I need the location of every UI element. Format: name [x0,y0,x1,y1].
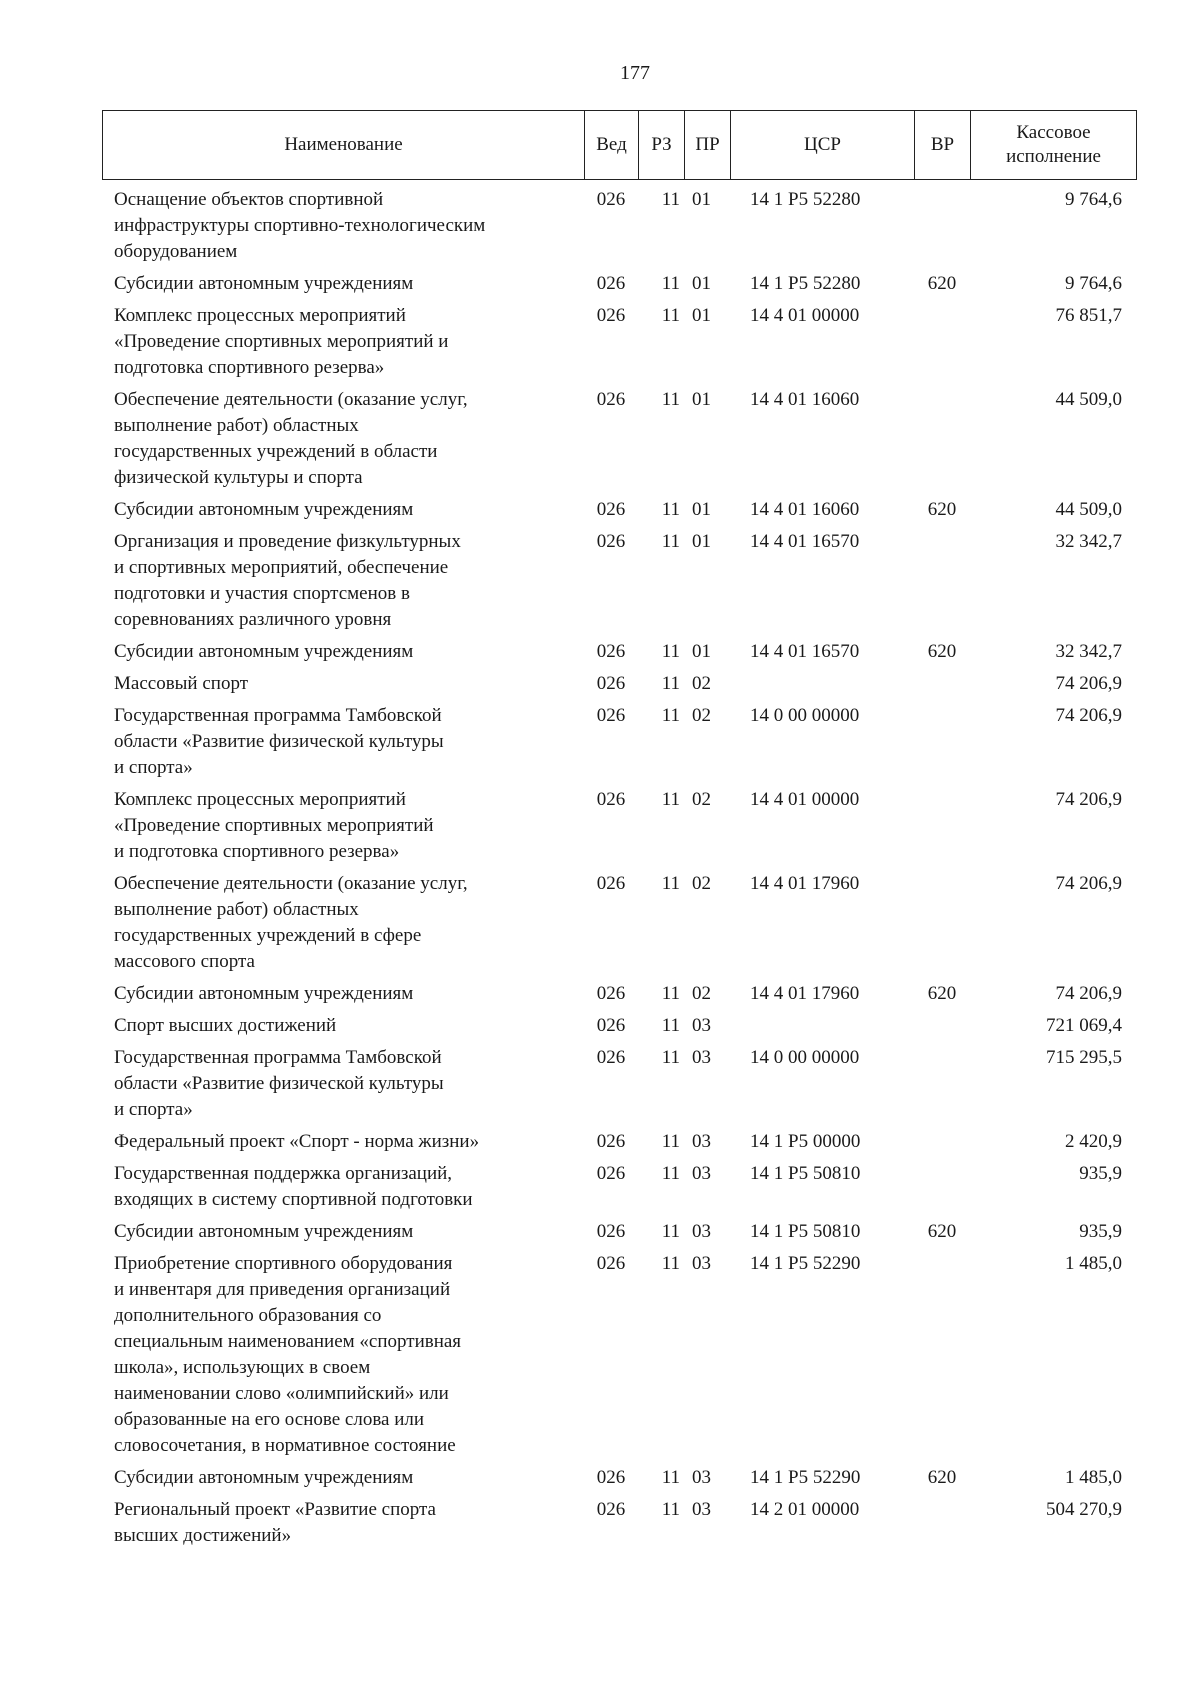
cell-csr [730,494,914,526]
cell-name [102,268,584,300]
cell-ved-text: 026 [596,641,626,662]
cell-pr-text: 03 [692,1015,711,1036]
header-ved: Вед [585,111,639,180]
cell-name [102,868,584,978]
cell-rz-text: 11 [661,1499,680,1520]
cell-pr-text: 01 [692,499,711,520]
cell-ved-text: 026 [596,983,626,1004]
cell-rz [638,268,684,300]
cell-name-text: Массовый спорт [114,673,249,694]
cell-csr-text: 14 2 01 00000 [750,1499,860,1520]
cell-amount [970,1216,1136,1248]
cell-rz [638,494,684,526]
cell-rz [638,784,684,868]
cell-csr-text: 14 4 01 16570 [750,641,860,662]
cell-pr [684,1494,730,1552]
cell-name [102,384,584,494]
cell-pr-text: 02 [692,873,711,894]
table-row [102,268,1136,300]
cell-vr [914,784,970,868]
cell-pr-text: 02 [692,673,711,694]
cell-amount-text: 715 295,5 [1046,1047,1122,1068]
cell-ved [584,494,638,526]
cell-amount-text: 74 206,9 [1055,673,1122,694]
cell-rz-text: 11 [661,673,680,694]
cell-amount [970,700,1136,784]
cell-ved-text: 026 [596,789,626,810]
cell-pr [684,636,730,668]
cell-vr-text: 620 [927,983,957,1004]
cell-name [102,526,584,636]
cell-csr-text: 14 4 01 00000 [750,789,860,810]
cell-rz-text: 11 [661,789,680,810]
cell-amount-text: 2 420,9 [1065,1131,1122,1152]
cell-pr-text: 03 [692,1253,711,1274]
cell-name-text: Субсидии автономным учреждениям [114,273,414,294]
cell-name [102,636,584,668]
cell-ved-text: 026 [596,1499,626,1520]
cell-csr [730,1126,914,1158]
cell-ved-text: 026 [596,705,626,726]
table-row [102,978,1136,1010]
cell-csr [730,384,914,494]
cell-name [102,1494,584,1552]
cell-amount [970,494,1136,526]
cell-amount [970,636,1136,668]
table-row [102,526,1136,636]
cell-vr [914,494,970,526]
cell-vr-text: 620 [927,1467,957,1488]
cell-pr-text: 01 [692,305,711,326]
cell-vr [914,526,970,636]
cell-csr-text: 14 0 00 00000 [750,1047,860,1068]
cell-amount-text: 76 851,7 [1055,305,1122,326]
cell-pr [684,1462,730,1494]
cell-name [102,1010,584,1042]
cell-pr [684,868,730,978]
cell-pr-text: 03 [692,1131,711,1152]
cell-amount-text: 44 509,0 [1055,389,1122,410]
cell-name [102,300,584,384]
cell-name-text: Субсидии автономным учреждениям [114,641,414,662]
table-row [102,384,1136,494]
table-body [102,184,1136,1552]
cell-csr [730,1494,914,1552]
cell-amount-text: 32 342,7 [1055,531,1122,552]
cell-ved-text: 026 [596,1163,626,1184]
cell-csr [730,1158,914,1216]
cell-pr-text: 01 [692,273,711,294]
cell-rz [638,526,684,636]
cell-amount-text: 1 485,0 [1065,1253,1122,1274]
cell-ved [584,1216,638,1248]
cell-csr [730,784,914,868]
cell-ved [584,300,638,384]
cell-amount-text: 935,9 [1079,1163,1122,1184]
table-row [102,1126,1136,1158]
cell-vr [914,1010,970,1042]
cell-ved [584,526,638,636]
cell-name [102,1462,584,1494]
cell-pr-text: 03 [692,1163,711,1184]
cell-csr [730,1248,914,1462]
cell-name [102,1248,584,1462]
cell-name [102,1216,584,1248]
cell-vr [914,700,970,784]
cell-pr [684,184,730,268]
table-row [102,784,1136,868]
cell-csr [730,978,914,1010]
cell-amount-text: 32 342,7 [1055,641,1122,662]
cell-amount [970,1042,1136,1126]
cell-rz-text: 11 [661,983,680,1004]
cell-ved [584,1042,638,1126]
cell-name-text: Государственная программа Тамбовской области «Развитие физической культуры и спорта» [114,705,444,778]
cell-name [102,668,584,700]
table-row [102,700,1136,784]
cell-ved [584,384,638,494]
cell-name-text: Государственная поддержка организаций, входящих в систему спортивной подготовки [114,1163,473,1210]
cell-csr [730,700,914,784]
cell-pr-text: 03 [692,1221,711,1242]
cell-pr [684,268,730,300]
header-csr: ЦСР [731,111,915,180]
cell-ved-text: 026 [596,305,626,326]
cell-vr-text: 620 [927,273,957,294]
cell-vr-text: 620 [927,499,957,520]
cell-ved-text: 026 [596,1047,626,1068]
cell-rz [638,1010,684,1042]
cell-ved-text: 026 [596,499,626,520]
cell-csr-text: 14 4 01 17960 [750,983,860,1004]
cell-pr-text: 03 [692,1467,711,1488]
cell-ved-text: 026 [596,389,626,410]
cell-rz-text: 11 [661,189,680,210]
cell-name-text: Спорт высших достижений [114,1015,337,1036]
cell-pr [684,1248,730,1462]
cell-csr [730,526,914,636]
cell-csr-text: 14 0 00 00000 [750,705,860,726]
cell-rz-text: 11 [661,705,680,726]
cell-name [102,784,584,868]
cell-pr [684,784,730,868]
cell-rz-text: 11 [661,499,680,520]
cell-csr [730,1462,914,1494]
table-row [102,1462,1136,1494]
cell-pr-text: 01 [692,641,711,662]
table-row [102,868,1136,978]
cell-ved-text: 026 [596,1015,626,1036]
cell-amount-text: 74 206,9 [1055,705,1122,726]
cell-pr [684,700,730,784]
header-rz: РЗ [639,111,685,180]
cell-csr-text: 14 1 Р5 50810 [750,1163,861,1184]
cell-ved [584,784,638,868]
cell-rz-text: 11 [661,273,680,294]
cell-amount [970,1248,1136,1462]
cell-rz [638,1462,684,1494]
cell-rz-text: 11 [661,1047,680,1068]
cell-ved [584,636,638,668]
cell-csr-text: 14 4 01 00000 [750,305,860,326]
cell-pr [684,1126,730,1158]
header-amount: Кассовое исполнение [971,111,1137,180]
cell-csr [730,300,914,384]
cell-ved [584,1126,638,1158]
cell-pr [684,1010,730,1042]
cell-pr-text: 02 [692,983,711,1004]
cell-rz [638,978,684,1010]
cell-amount-text: 9 764,6 [1065,273,1122,294]
cell-amount-text: 74 206,9 [1055,789,1122,810]
table-row [102,1248,1136,1462]
header-vr: ВР [915,111,971,180]
cell-pr-text: 01 [692,531,711,552]
cell-csr [730,1216,914,1248]
cell-ved-text: 026 [596,1467,626,1488]
table-row [102,1010,1136,1042]
cell-ved-text: 026 [596,673,626,694]
table-row [102,1158,1136,1216]
cell-vr [914,1462,970,1494]
table-row [102,1494,1136,1552]
cell-vr-text: 620 [927,1221,957,1242]
cell-amount-text: 935,9 [1079,1221,1122,1242]
page-number: 177 [620,62,650,84]
cell-csr-text: 14 4 01 17960 [750,873,860,894]
cell-pr-text: 02 [692,789,711,810]
cell-csr-text: 14 4 01 16570 [750,531,860,552]
cell-vr [914,268,970,300]
cell-name [102,494,584,526]
cell-amount-text: 721 069,4 [1046,1015,1122,1036]
cell-vr [914,668,970,700]
cell-name-text: Субсидии автономным учреждениям [114,1467,414,1488]
header-name: Наименование [103,111,585,180]
cell-pr [684,1042,730,1126]
cell-name-text: Субсидии автономным учреждениям [114,499,414,520]
cell-csr-text: 14 1 Р5 52280 [750,189,861,210]
cell-rz [638,868,684,978]
cell-csr [730,268,914,300]
cell-ved [584,1158,638,1216]
cell-ved-text: 026 [596,873,626,894]
cell-rz-text: 11 [661,641,680,662]
cell-amount [970,1158,1136,1216]
cell-csr [730,868,914,978]
cell-amount [970,184,1136,268]
cell-ved-text: 026 [596,273,626,294]
cell-rz [638,636,684,668]
cell-name-text: Федеральный проект «Спорт - норма жизни» [114,1131,480,1152]
cell-csr [730,668,914,700]
table-row [102,184,1136,268]
cell-csr-text: 14 4 01 16060 [750,499,860,520]
cell-rz [638,700,684,784]
cell-name-text: Приобретение спортивного оборудования и инвентаря для приведения организаций дополнительного образования со специальным наименованием «спортивная школа», использующих в своем наименовании слово «олимпийский» или образованные на его основе слова или словосочетания, в нормативное состояние [114,1253,462,1456]
cell-amount-text: 74 206,9 [1055,983,1122,1004]
cell-rz-text: 11 [661,531,680,552]
cell-vr [914,384,970,494]
cell-rz-text: 11 [661,1131,680,1152]
cell-csr-text: 14 4 01 16060 [750,389,860,410]
cell-amount [970,1010,1136,1042]
header-pr: ПР [685,111,731,180]
cell-pr [684,1216,730,1248]
cell-pr [684,668,730,700]
cell-rz [638,1126,684,1158]
cell-csr [730,184,914,268]
cell-vr [914,636,970,668]
cell-name-text: Комплекс процессных мероприятий «Проведение спортивных мероприятий и подготовка спортивного резерва» [114,305,449,378]
cell-amount [970,300,1136,384]
cell-name [102,700,584,784]
cell-csr-text: 14 1 Р5 00000 [750,1131,861,1152]
cell-amount-text: 504 270,9 [1046,1499,1122,1520]
cell-csr [730,1042,914,1126]
cell-amount-text: 74 206,9 [1055,873,1122,894]
cell-name [102,978,584,1010]
cell-amount [970,268,1136,300]
table-row [102,494,1136,526]
cell-rz-text: 11 [661,305,680,326]
cell-ved [584,978,638,1010]
cell-rz-text: 11 [661,1015,680,1036]
cell-rz [638,1494,684,1552]
cell-rz [638,668,684,700]
cell-ved-text: 026 [596,1253,626,1274]
cell-vr [914,184,970,268]
cell-name-text: Региональный проект «Развитие спорта высших достижений» [114,1499,436,1546]
cell-rz-text: 11 [661,1221,680,1242]
cell-ved [584,1010,638,1042]
cell-ved [584,668,638,700]
cell-name [102,1126,584,1158]
cell-pr [684,526,730,636]
cell-name [102,184,584,268]
cell-vr [914,1126,970,1158]
cell-name-text: Оснащение объектов спортивной инфраструктуры спортивно-технологическим оборудованием [114,189,486,262]
cell-rz-text: 11 [661,389,680,410]
cell-pr [684,1158,730,1216]
cell-rz [638,300,684,384]
cell-vr [914,1216,970,1248]
cell-rz [638,1216,684,1248]
cell-pr [684,384,730,494]
cell-name-text: Организация и проведение физкультурных и спортивных мероприятий, обеспечение подготовки и участия спортсменов в соревнованиях различного уровня [114,531,461,630]
cell-ved-text: 026 [596,1221,626,1242]
table-row [102,1042,1136,1126]
cell-vr [914,868,970,978]
cell-name [102,1158,584,1216]
cell-ved [584,868,638,978]
cell-amount [970,668,1136,700]
cell-rz-text: 11 [661,1163,680,1184]
cell-ved [584,1248,638,1462]
cell-name-text: Обеспечение деятельности (оказание услуг, выполнение работ) областных государственных учреждений в области физической культуры и спорта [114,389,468,488]
cell-name-text: Государственная программа Тамбовской области «Развитие физической культуры и спорта» [114,1047,444,1120]
cell-vr [914,300,970,384]
cell-vr [914,1248,970,1462]
cell-name [102,1042,584,1126]
table-row [102,300,1136,384]
cell-rz-text: 11 [661,873,680,894]
cell-name-text: Комплекс процессных мероприятий «Проведение спортивных мероприятий и подготовка спортивного резерва» [114,789,434,862]
cell-rz-text: 11 [661,1253,680,1274]
cell-pr-text: 03 [692,1499,711,1520]
cell-pr-text: 02 [692,705,711,726]
table-row [102,1216,1136,1248]
cell-rz [638,1158,684,1216]
cell-csr-text: 14 1 Р5 52290 [750,1253,861,1274]
table-header [102,110,1137,180]
table-row [102,668,1136,700]
cell-rz [638,384,684,494]
cell-amount [970,978,1136,1010]
cell-rz-text: 11 [661,1467,680,1488]
cell-vr-text: 620 [927,641,957,662]
cell-amount-text: 44 509,0 [1055,499,1122,520]
cell-amount [970,1494,1136,1552]
cell-pr [684,494,730,526]
cell-rz [638,1248,684,1462]
cell-ved [584,268,638,300]
cell-pr [684,300,730,384]
cell-ved [584,1462,638,1494]
cell-ved-text: 026 [596,1131,626,1152]
cell-csr-text: 14 1 Р5 50810 [750,1221,861,1242]
cell-pr-text: 01 [692,189,711,210]
cell-name-text: Обеспечение деятельности (оказание услуг, выполнение работ) областных государственных учреждений в сфере массового спорта [114,873,468,972]
cell-pr [684,978,730,1010]
cell-ved [584,184,638,268]
cell-name-text: Субсидии автономным учреждениям [114,1221,414,1242]
cell-rz [638,184,684,268]
cell-pr-text: 03 [692,1047,711,1068]
cell-vr [914,1494,970,1552]
cell-name-text: Субсидии автономным учреждениям [114,983,414,1004]
cell-rz [638,1042,684,1126]
cell-ved-text: 026 [596,531,626,552]
cell-vr [914,978,970,1010]
cell-amount [970,1126,1136,1158]
cell-ved-text: 026 [596,189,626,210]
cell-csr-text: 14 1 Р5 52290 [750,1467,861,1488]
cell-csr [730,1010,914,1042]
cell-csr-text: 14 1 Р5 52280 [750,273,861,294]
cell-ved [584,700,638,784]
cell-vr [914,1158,970,1216]
cell-amount-text: 1 485,0 [1065,1467,1122,1488]
cell-amount [970,526,1136,636]
cell-ved [584,1494,638,1552]
cell-amount [970,1462,1136,1494]
cell-pr-text: 01 [692,389,711,410]
cell-amount [970,868,1136,978]
cell-amount [970,784,1136,868]
budget-table [102,184,1136,1552]
table-row [102,636,1136,668]
cell-amount [970,384,1136,494]
cell-csr [730,636,914,668]
cell-amount-text: 9 764,6 [1065,189,1122,210]
cell-vr [914,1042,970,1126]
